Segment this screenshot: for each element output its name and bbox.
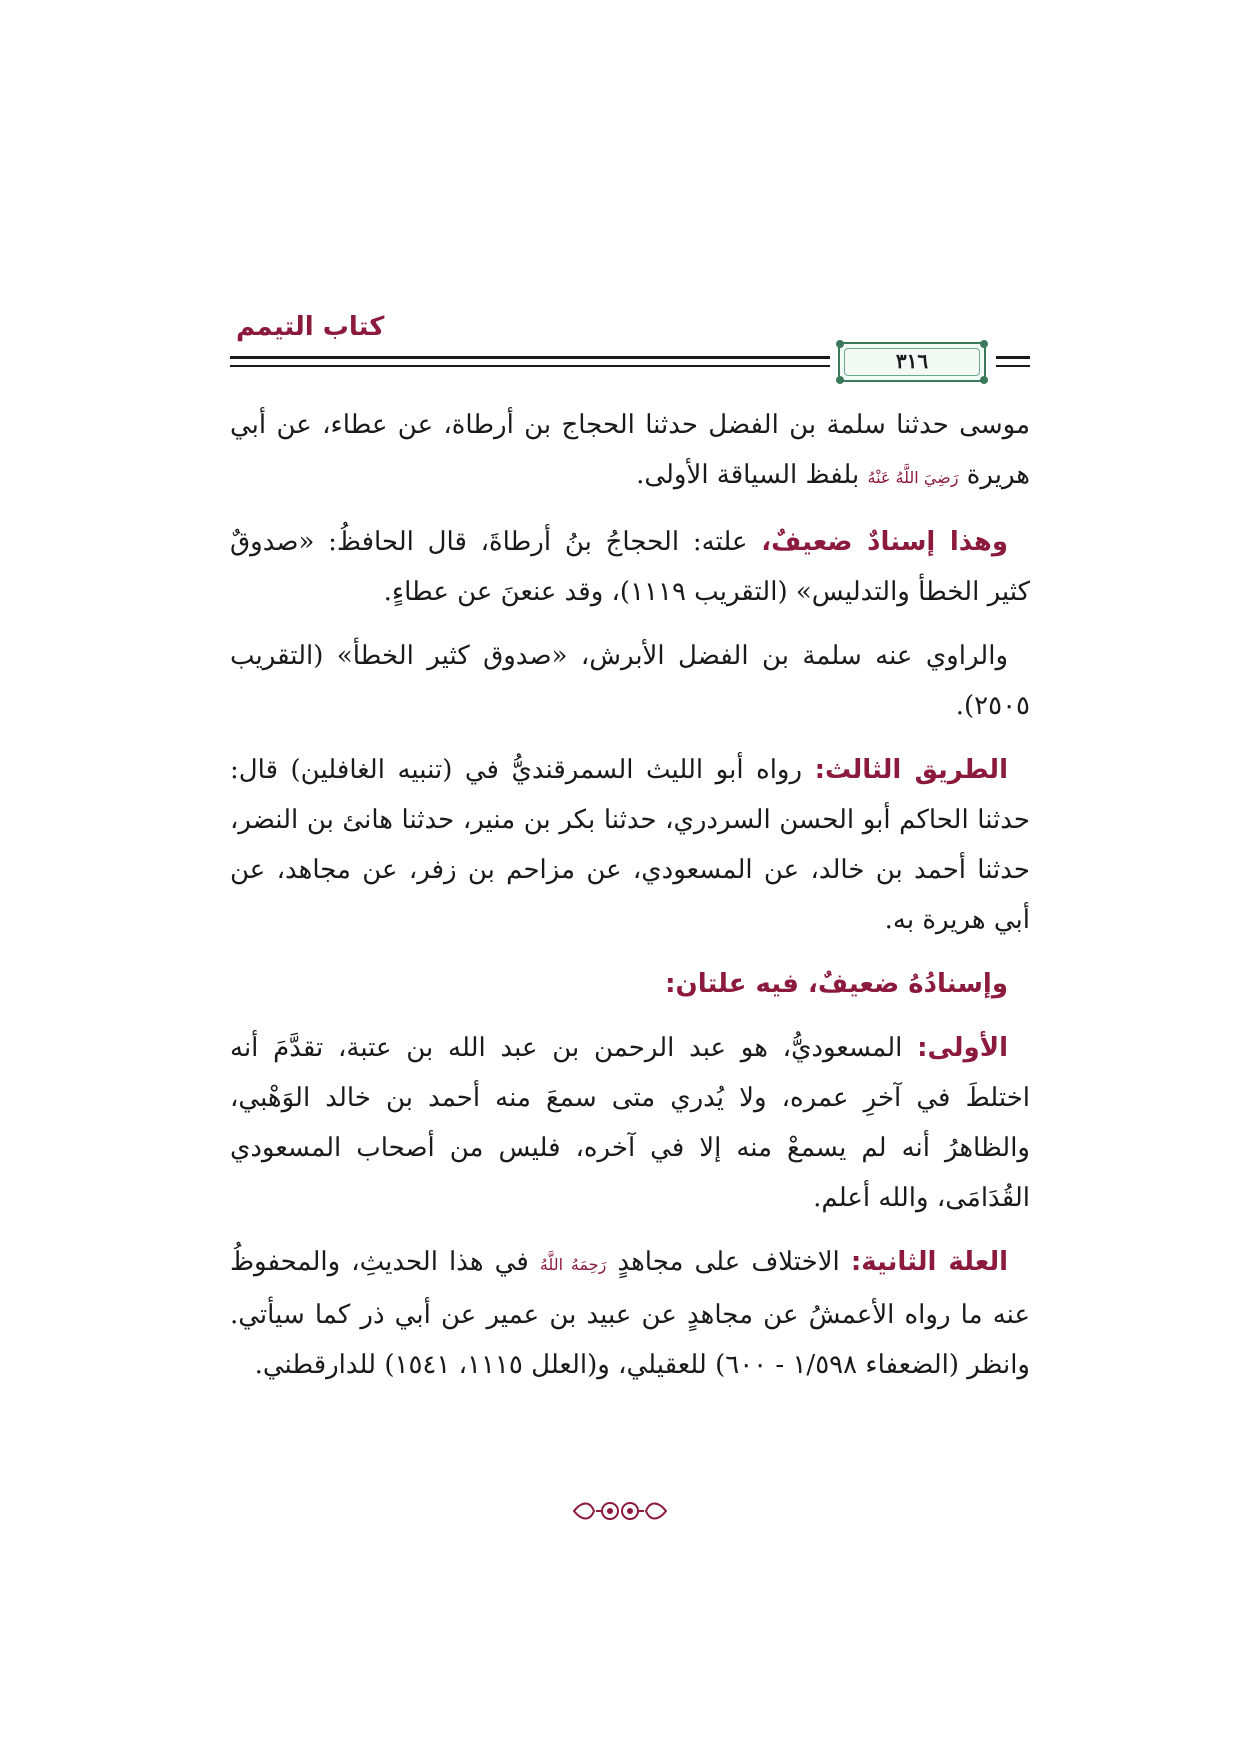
header-rule-bottom [230,365,830,367]
paragraph-5 [230,1023,1030,1223]
paragraph-6 [230,1237,1030,1390]
paragraph-4 [230,745,1030,945]
paragraph-text: والراوي عنه سلمة بن الفضل الأبرش، «صدوق كثير الخطأ» (التقريب ٢٥٠٥). [230,641,1030,721]
paragraph-lead: الأولى: [917,1033,1008,1063]
section-subheading: وإسنادُهُ ضعيفٌ، فيه علتان: [665,969,1008,999]
header-rule-right-bottom [996,365,1030,367]
header-rule-right-top [996,356,1030,359]
paragraph-text: الاختلاف على مجاهدٍ [617,1247,840,1277]
book-title: كتاب التيمم [236,312,385,342]
paragraph-1 [230,400,1030,503]
page-body [230,400,1030,1404]
section-end-ornament-icon [570,1498,670,1524]
paragraph-lead: العلة الثانية: [850,1247,1009,1277]
paragraph-text: علته: الحجاجُ بنُ أرطاةَ، قال الحافظُ: «صدوقٌ كثير الخطأ والتدليس» (التقريب ١١١٩)، وقد عنعنَ عن عطاءٍ. [230,527,1030,607]
page-header [230,312,1030,382]
paragraph-2 [230,517,1030,617]
frame-corner-ornament [980,340,988,348]
paragraph-text: المسعوديُّ، هو عبد الرحمن بن عبد الله بن عتبة، تقدَّمَ أنه اختلطَ في آخرِ عمره، ولا يُدري متى سمعَ منه أحمد بن خالد الوَهْبي، والظاهرُ أنه لم يسمعْ منه إلا في آخره، فليس من أصحاب المسعودي القُدَامَى، والله أعلم. [230,1033,1030,1213]
paragraph-text: بلفظ السياقة الأولى. [636,460,860,490]
frame-corner-ornament [836,376,844,384]
paragraph-text: في هذا الحديثِ، والمحفوظُ عنه ما رواه الأعمشُ عن مجاهدٍ عن عبيد بن عمير عن أبي ذر كما سيأتي. وانظر (الضعفاء ١/٥٩٨ - ٦٠٠) للعقيلي، و(العلل ١١١٥، ١٥٤١) للدارقطني. [230,1247,1030,1380]
frame-corner-ornament [980,376,988,384]
paragraph-lead: الطريق الثالث: [814,755,1008,785]
header-rule-top [230,356,830,359]
paragraph-lead: وهذا إسنادٌ ضعيفٌ، [761,527,1008,557]
paragraph-text: رواه أبو الليث السمرقنديُّ في (تنبيه الغافلين) قال: حدثنا الحاكم أبو الحسن السردري، حدثنا بكر بن منير، حدثنا هانئ بن النضر، حدثنا أحمد بن خالد، عن المسعودي، عن مزاحم بن زفر، عن مجاهد، عن أبي هريرة به. [230,755,1030,935]
honorific-glyph: رَضِيَ اللَّهُ عَنْهُ [867,468,959,487]
page-number-frame [838,342,986,382]
frame-corner-ornament [836,340,844,348]
page-number: ٣١٦ [895,349,929,373]
honorific-glyph: رَحِمَهُ اللَّهُ [539,1255,607,1274]
paragraph-text: موسى حدثنا سلمة بن الفضل حدثنا الحجاج بن أرطاة، عن عطاء، عن أبي هريرة [230,410,1030,490]
paragraph-3 [230,631,1030,731]
